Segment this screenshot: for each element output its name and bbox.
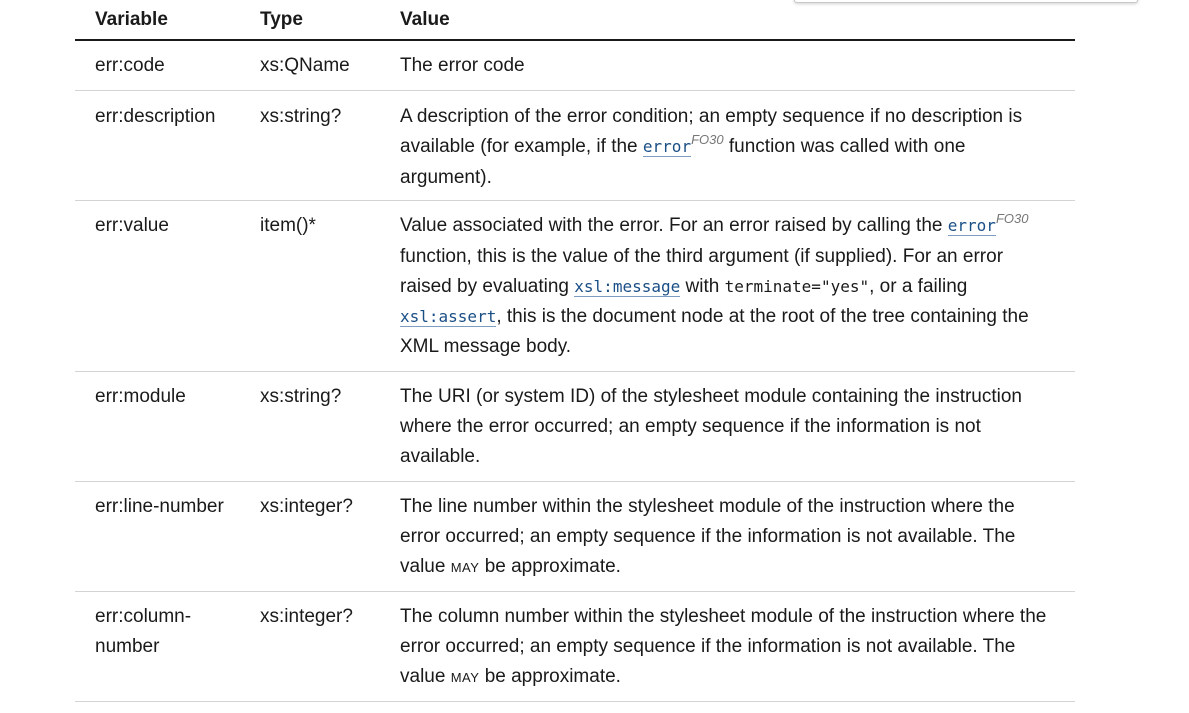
variable-name: err:line-number — [75, 482, 242, 592]
value-text: The error code — [400, 55, 525, 76]
xsl-assert-link[interactable]: xsl:assert — [400, 307, 497, 326]
rfc-keyword: may — [450, 556, 480, 577]
variable-type: xs:integer? — [242, 482, 380, 592]
fo30-reference: FO30 — [691, 132, 724, 147]
value-text: be approximate. — [479, 556, 621, 577]
variable-value — [380, 372, 1075, 482]
variable-type: item()* — [242, 201, 380, 372]
variable-name: err:code — [75, 40, 242, 91]
xsl-message-link[interactable]: xsl:message — [574, 277, 681, 296]
variable-value — [380, 201, 1075, 372]
value-text: A description of the error condition; an empty sequence if no description is available (for example, if the — [400, 106, 1023, 157]
variable-name: err:module — [75, 372, 242, 482]
error-function-link[interactable]: error — [947, 216, 996, 235]
variable-type: xs:string? — [242, 372, 380, 482]
value-text: Value associated with the error. For an error raised by calling the — [400, 215, 948, 236]
variable-type: xs:string? — [242, 91, 380, 201]
error-variables-table — [75, 0, 1075, 702]
table-row — [75, 201, 1075, 372]
table-row — [75, 372, 1075, 482]
table-row — [75, 482, 1075, 592]
table-row — [75, 91, 1075, 201]
fo30-reference: FO30 — [995, 211, 1029, 226]
variable-type: xs:integer? — [242, 592, 380, 702]
value-text: function was called with one argument). — [400, 136, 966, 188]
variable-name: err:column-number — [75, 592, 242, 702]
variable-value — [380, 91, 1075, 201]
table-row — [75, 592, 1075, 702]
variable-name: err:description — [75, 91, 242, 201]
column-header-variable: Variable — [75, 0, 242, 40]
value-text: , or a failing — [869, 276, 968, 297]
value-text: be approximate. — [479, 666, 621, 687]
column-header-value: Value — [380, 0, 1075, 40]
error-function-link[interactable]: error — [642, 137, 692, 156]
value-text: with — [680, 276, 725, 297]
value-text: , this is the document node at the root of the tree containing the XML message body. — [400, 306, 1029, 357]
rfc-keyword: may — [450, 666, 480, 687]
variable-name: err:value — [75, 201, 242, 372]
value-text: The line number within the stylesheet module of the instruction where the error occurred; an empty sequence if the information is not available. The value — [400, 496, 1016, 577]
column-header-type: Type — [242, 0, 380, 40]
variable-value — [380, 482, 1075, 592]
variable-type: xs:QName — [242, 40, 380, 91]
variable-value — [380, 592, 1075, 702]
table-header-row — [75, 0, 1075, 40]
variable-value — [380, 40, 1075, 91]
terminate-attribute-code: terminate="yes" — [724, 277, 870, 296]
value-text: function, this is the value of the third argument (if supplied). For an error raised by evaluating — [400, 246, 1004, 297]
table-row — [75, 40, 1075, 91]
value-text: The column number within the stylesheet module of the instruction where the error occurred; an empty sequence if the information is not available. The value — [400, 606, 1047, 687]
value-text: The URI (or system ID) of the stylesheet module containing the instruction where the error occurred; an empty sequence if the information is not available. — [400, 386, 1022, 467]
